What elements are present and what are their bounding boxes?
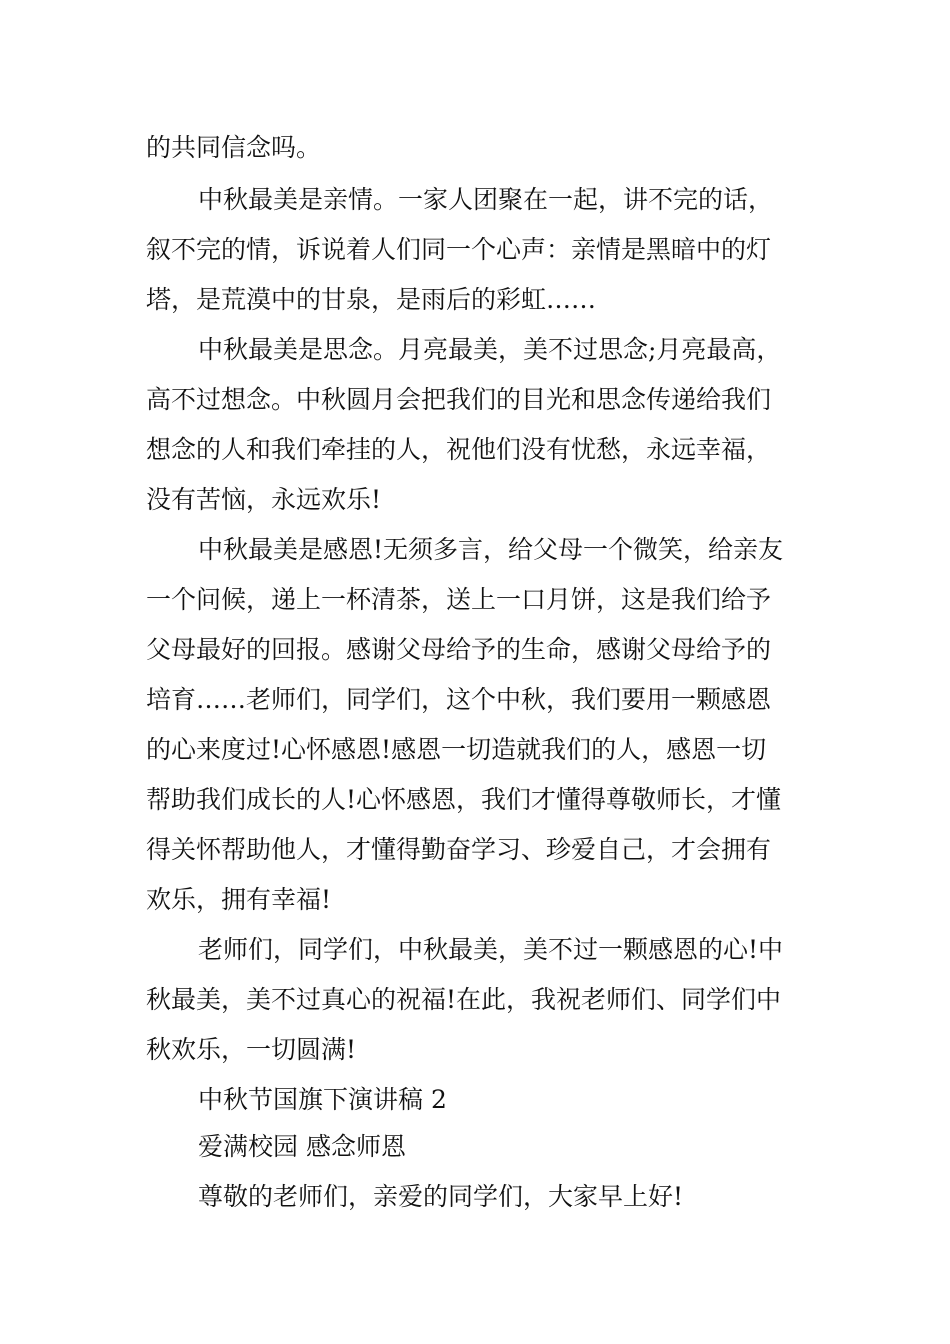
paragraph-first-line: 中秋最美是思念。月亮最美，美不过思念;月亮最高， [198,335,782,364]
body-text-line: 的共同信念吗。 [146,133,322,162]
body-text-line: 叙不完的情，诉说着人们同一个心声：亲情是黑暗中的灯 [146,235,772,264]
body-text-line: 父母最好的回报。感谢父母给予的生命，感谢父母给予的 [146,635,772,664]
body-text-line: 塔，是荒漠中的甘泉，是雨后的彩虹…… [146,285,597,314]
paragraph-first-line: 中秋最美是感恩!无须多言，给父母一个微笑，给亲友 [198,535,784,564]
body-text-line: 秋最美，美不过真心的祝福!在此，我祝老师们、同学们中 [146,985,782,1014]
paragraph-first-line: 老师们，同学们，中秋最美，美不过一颗感恩的心!中 [198,935,784,964]
body-text-line: 高不过想念。中秋圆月会把我们的目光和思念传递给我们 [146,385,772,414]
speech-title: 爱满校园 感念师恩 [198,1132,406,1161]
body-text-line: 秋欢乐，一切圆满! [146,1035,357,1064]
paragraph-first-line: 中秋最美是亲情。一家人团聚在一起，讲不完的话， [198,185,774,214]
body-text-line: 想念的人和我们牵挂的人，祝他们没有忧愁，永远幸福， [146,435,772,464]
body-text-line: 培育……老师们，同学们，这个中秋，我们要用一颗感恩 [146,685,772,714]
body-text-line: 一个问候，递上一杯清茶，送上一口月饼，这是我们给予 [146,585,772,614]
body-text-line: 的心来度过!心怀感恩!感恩一切造就我们的人，感恩一切 [146,735,767,764]
body-text-line: 得关怀帮助他人，才懂得勤奋学习、珍爱自己，才会拥有 [146,835,772,864]
body-text-line: 欢乐，拥有幸福! [146,885,332,914]
body-text-line: 没有苦恼，永远欢乐! [146,485,382,514]
greeting-line: 尊敬的老师们，亲爱的同学们，大家早上好! [198,1182,684,1211]
section-heading: 中秋节国旗下演讲稿 2 [198,1085,447,1114]
body-text-line: 帮助我们成长的人!心怀感恩，我们才懂得尊敬师长，才懂 [146,785,782,814]
